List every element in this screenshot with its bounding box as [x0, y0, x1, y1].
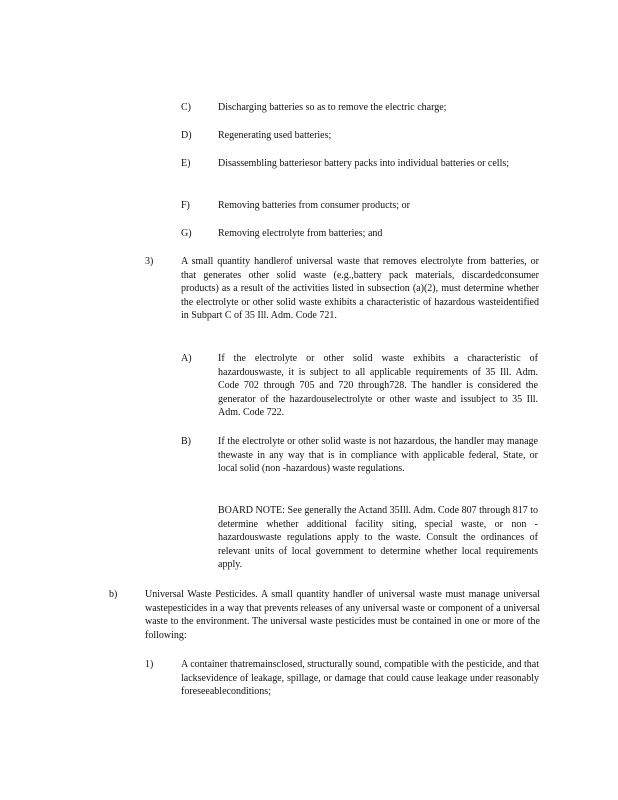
item-label: F): [181, 200, 190, 211]
subparagraph-3b: [181, 435, 541, 491]
section-text: Universal Waste Pesticides. A small quantity handler of universal waste must manage universal wastepesticides in a way that prevents releases of any universal waste or component of a universal waste to the environment. The universal waste pesticides must be contained in one or more of the following:: [145, 589, 540, 641]
section-b: [109, 588, 541, 644]
paragraph-label: 3): [145, 256, 154, 267]
subparagraph-3a: [181, 352, 541, 422]
list-item-g: [181, 227, 541, 241]
section-label: b): [109, 589, 118, 600]
item-text: Discharging batteries so as to remove the electric charge;: [218, 102, 447, 113]
item-label: G): [181, 228, 192, 239]
paragraph-text: A container thatremainsclosed, structurally sound, compatible with the pesticide, and that lacksevidence of leakage, spillage, or damage that could cause leakage under reasonably foreseeableconditions;: [181, 659, 539, 698]
item-label: D): [181, 130, 192, 141]
list-item-f: [181, 199, 541, 213]
item-label: A): [181, 353, 192, 364]
item-label: E): [181, 158, 191, 169]
list-item-c: [181, 101, 541, 115]
item-text: If the electrolyte or other solid waste exhibits a characteristic of hazardouswaste, it is subject to all applicable requirements of 35 Ill. Adm. Code 702 through 705 and 720 through728. The handler is considered the generator of the hazardouselectrolyte or other waste and issubject to 35 Ill. Adm. Code 722.: [218, 353, 538, 419]
board-note: BOARD NOTE: See generally the Actand 35Ill. Adm. Code 807 through 817 to determine whether additional facility siting, special waste, or non -hazardouswaste regulations apply to the waste. Consult the ordinances of relevant units of local government to determine whether local requirements apply.: [218, 505, 538, 571]
item-label: B): [181, 436, 191, 447]
item-label: C): [181, 102, 191, 113]
item-text: Disassembling batteriesor battery packs into individual batteries or cells;: [218, 158, 510, 169]
paragraph-3: [145, 255, 540, 339]
section-b-item-1: [145, 658, 540, 700]
list-item-d: [181, 129, 541, 143]
item-text: Removing batteries from consumer products; or: [218, 200, 410, 211]
list-item-e: [181, 157, 541, 185]
item-text: Removing electrolyte from batteries; and: [218, 228, 383, 239]
item-text: If the electrolyte or other solid waste is not hazardous, the handler may manage thewaste in any way that is in compliance with applicable federal, State, or local solid (non -hazardous) waste regulations.: [218, 436, 538, 475]
paragraph-text: A small quantity handlerof universal waste that removes electrolyte from batteries, or that generates other solid waste (e.g.,battery pack materials, discardedconsumer products) as a result of the activities listed in subsection (a)(2), must determine whether the electrolyte or other solid waste exhibits a characteristic of hazardous wasteidentified in Subpart C of 35 Ill. Adm. Code 721.: [181, 256, 539, 322]
paragraph-label: 1): [145, 659, 154, 670]
item-text: Regenerating used batteries;: [218, 130, 332, 141]
